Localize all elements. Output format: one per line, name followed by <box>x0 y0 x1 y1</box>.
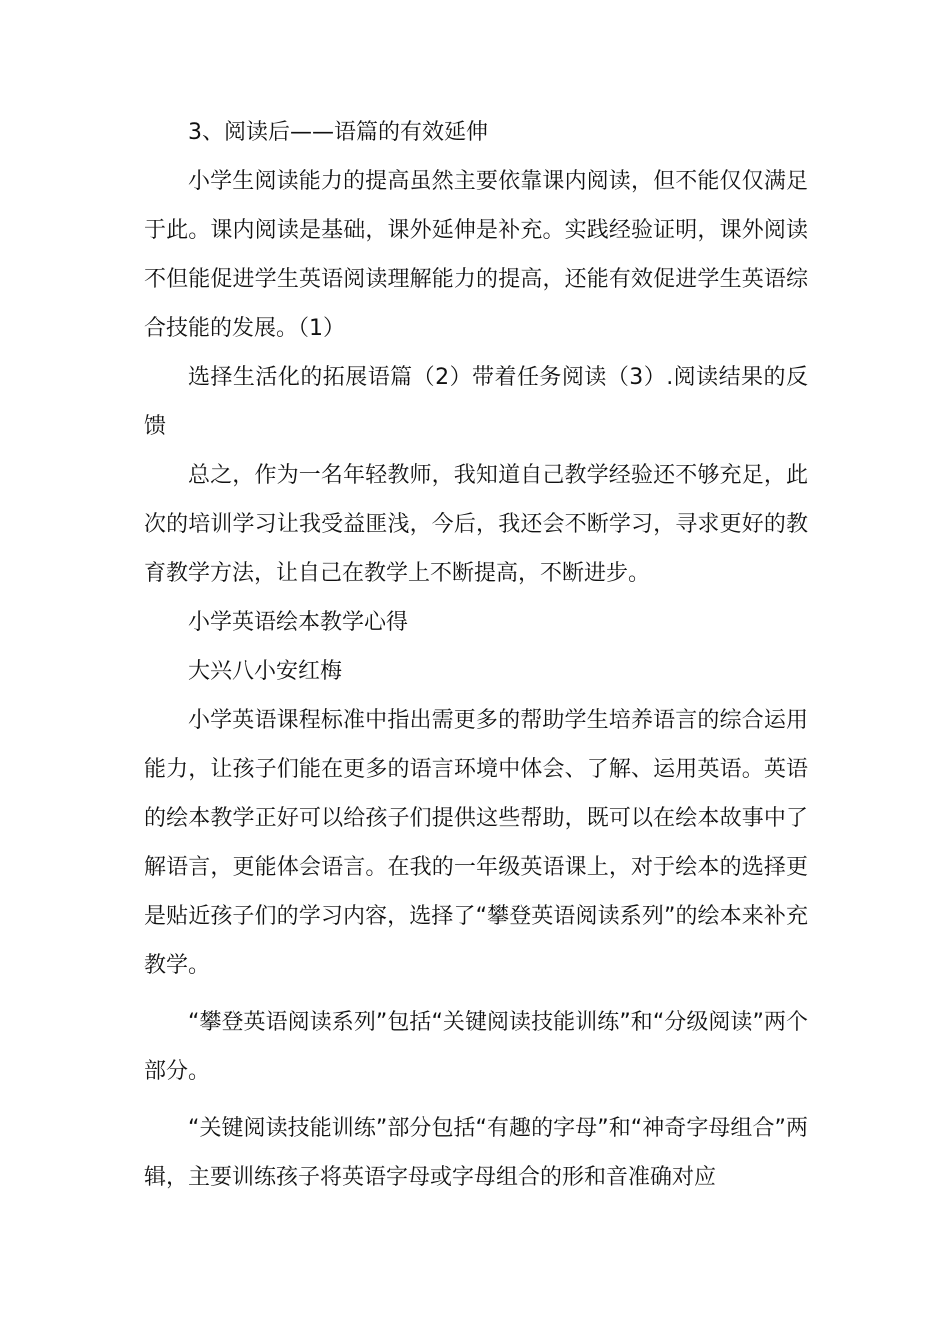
paragraph-series-parts: “攀登英语阅读系列”包括“关键阅读技能训练”和“分级阅读”两个部分。 <box>144 1010 808 1084</box>
document-body <box>144 108 808 1202</box>
paragraph-conclusion: 总之，作为一名年轻教师，我知道自己教学经验还不够充足，此次的培训学习让我受益匪浅，今后，我还会不断学习，寻求更好的教育教学方法，让自己在教学上不断提高，不断进步。 <box>144 463 808 586</box>
paragraph-reading-steps: 选择生活化的拓展语篇（2）带着任务阅读（3）.阅读结果的反馈 <box>144 365 808 439</box>
paragraph-extracurricular-reading: 小学生阅读能力的提高虽然主要依靠课内阅读，但不能仅仅满足于此。课内阅读是基础，课外延伸是补充。实践经验证明，课外阅读不但能促进学生英语阅读理解能力的提高，还能有效促进学生英语综合技能的发展。（1） <box>144 169 808 341</box>
paragraph-curriculum-standard: 小学英语课程标准中指出需更多的帮助学生培养语言的综合运用能力，让孩子们能在更多的语言环境中体会、了解、运用英语。英语的绘本教学正好可以给孩子们提供这些帮助，既可以在绘本故事中了解语言，更能体会语言。在我的一年级英语课上，对于绘本的选择更是贴近孩子们的学习内容，选择了“攀登英语阅读系列”的绘本来补充教学。 <box>144 708 808 978</box>
paragraph-key-skills: “关键阅读技能训练”部分包括“有趣的字母”和“神奇字母组合”两辑，主要训练孩子将英语字母或字母组合的形和音准确对应 <box>144 1116 808 1190</box>
article-title: 小学英语绘本教学心得 <box>188 610 409 635</box>
section-heading-after-reading: 3、阅读后——语篇的有效延伸 <box>188 120 488 145</box>
article-author: 大兴八小安红梅 <box>188 659 343 684</box>
